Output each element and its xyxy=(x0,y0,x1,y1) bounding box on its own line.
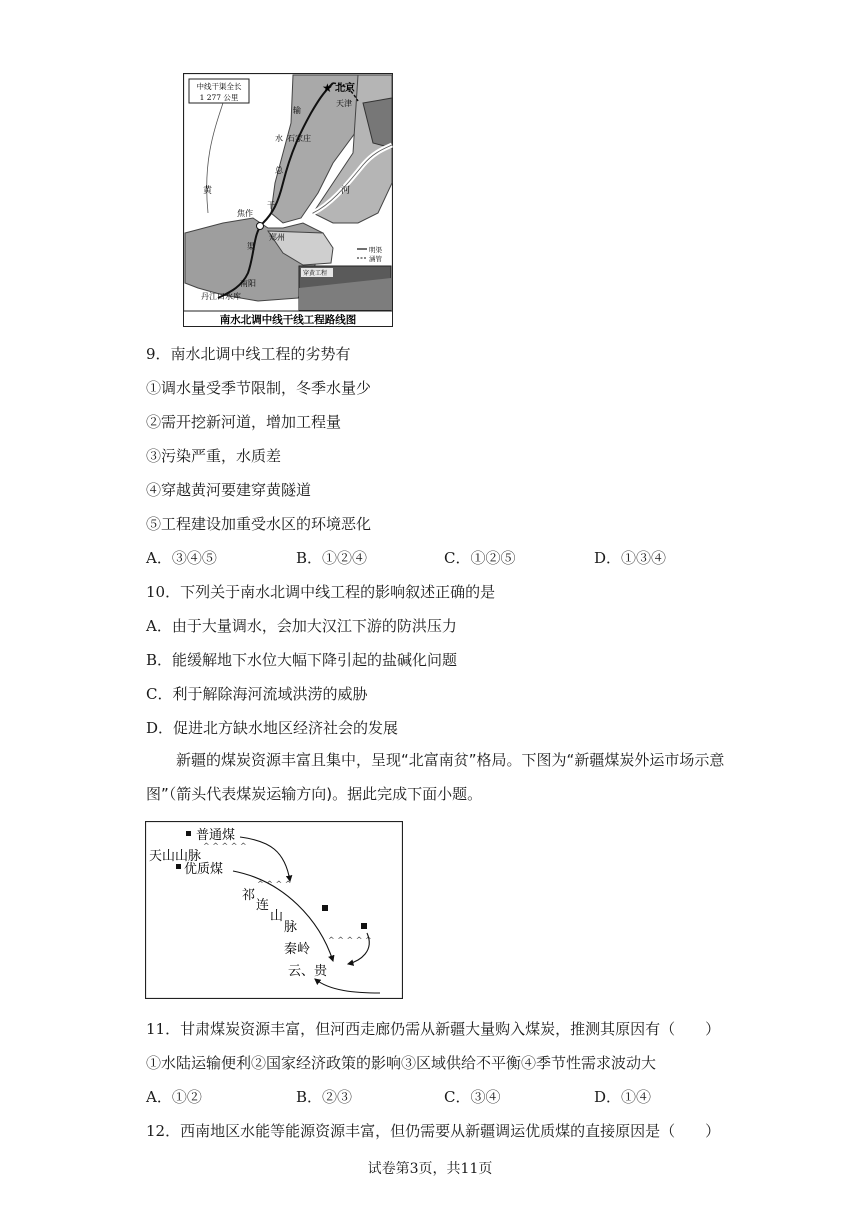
label-mai: 脉 xyxy=(284,920,298,935)
mountain-icons-2: ^ ^ ^ ^ xyxy=(257,880,292,889)
label-beijing: 北京 xyxy=(335,83,355,94)
question-9-stem: 9．南水北调中线工程的劣势有 xyxy=(146,345,351,363)
legend-culvert: 涵管 xyxy=(369,255,382,263)
q11-option-d[interactable]: D．①④ xyxy=(594,1088,652,1106)
inset-label: 穿黄工程 xyxy=(303,270,328,277)
xinjiang-coal-passage: 新疆的煤炭资源丰富且集中，呈现“北富南贫”格局。下图为“新疆煤炭外运市场示意图”（箭头代表煤炭运输方向)。据此完成下面小题。 xyxy=(146,751,725,803)
legend-open-canal: 明渠 xyxy=(369,246,382,254)
label-he: 河 xyxy=(341,186,351,196)
mountain-icons-3: ^ ^ ^ ^ ^ xyxy=(328,936,372,945)
label-shui: 水 xyxy=(275,134,283,143)
label-shijiazhuang: 石家庄 xyxy=(287,134,311,143)
q10-option-c[interactable]: C．利于解除海河流域洪涝的威胁 xyxy=(146,685,368,703)
mountain-icons-1: ^ ^ ^ ^ ^ xyxy=(203,842,247,851)
water-diversion-map-svg xyxy=(183,73,393,327)
label-zong: 总 xyxy=(275,166,283,175)
q9-item-2: ②需开挖新河道，增加工程量 xyxy=(146,413,342,431)
q9-item-5: ⑤工程建设加重受水区的环境恶化 xyxy=(146,515,372,533)
label-danjiangkou: 丹江口水库 xyxy=(201,292,241,301)
quality-coal-marker xyxy=(176,864,181,869)
q10-option-a[interactable]: A．由于大量调水，会加大汉江下游的防洪压力 xyxy=(146,617,457,635)
label-qu: 渠 xyxy=(247,242,255,251)
q11-option-b[interactable]: B．②③ xyxy=(296,1088,353,1106)
coal-marker-gansu xyxy=(322,905,328,911)
label-shan: 山 xyxy=(270,909,284,924)
label-qi: 祁 xyxy=(242,888,256,903)
beijing-star-icon: ★ xyxy=(322,81,333,95)
q9-option-b[interactable]: B．①②④ xyxy=(296,549,368,567)
jiaozuo-marker xyxy=(257,223,264,230)
label-qinling: 秦岭 xyxy=(284,942,311,957)
question-12-stem: 12．西南地区水能等能源资源丰富，但仍需要从新疆调运优质煤的直接原因是（ ） xyxy=(146,1122,721,1140)
q11-items: ①水陆运输便利②国家经济政策的影响③区域供给不平衡④季节性需求波动大 xyxy=(146,1054,657,1072)
label-nanyang: 南阳 xyxy=(240,279,256,288)
q10-option-d[interactable]: D．促进北方缺水地区经济社会的发展 xyxy=(146,719,399,737)
label-tianshan: 天山山脉 xyxy=(149,849,202,864)
ordinary-coal-marker xyxy=(186,831,191,836)
label-tianjin: 天津 xyxy=(336,99,352,108)
xinjiang-coal-transport-map xyxy=(145,821,403,999)
q11-option-c[interactable]: C．③④ xyxy=(444,1088,501,1106)
coal-transport-map-svg xyxy=(145,821,403,999)
length-box-line2: 1 277 公里 xyxy=(199,93,239,102)
label-jiaozuo: 焦作 xyxy=(237,209,253,218)
label-ordinary-coal: 普通煤 xyxy=(196,828,236,843)
south-north-water-diversion-map xyxy=(183,73,393,327)
q9-item-3: ③污染严重，水质差 xyxy=(146,447,282,465)
page-footer: 试卷第3页，共11页 xyxy=(367,1161,493,1177)
q9-item-1: ①调水量受季节限制，冬季水量少 xyxy=(146,379,372,397)
q9-option-d[interactable]: D．①③④ xyxy=(594,549,667,567)
q11-option-a[interactable]: A．①② xyxy=(146,1088,202,1106)
label-zhengzhou: 郑州 xyxy=(269,233,285,242)
q10-option-b[interactable]: B．能缓解地下水位大幅下降引起的盐碱化问题 xyxy=(146,651,458,669)
q9-item-4: ④穿越黄河要建穿黄隧道 xyxy=(146,481,312,499)
label-yungui: 云、贵 xyxy=(288,964,328,979)
label-huang: 黄 xyxy=(203,186,213,196)
label-lian: 连 xyxy=(256,898,270,913)
label-quality-coal: 优质煤 xyxy=(184,862,224,877)
label-shu: 输 xyxy=(293,106,301,115)
q9-option-a[interactable]: A．③④⑤ xyxy=(146,549,217,567)
length-box-line1: 中线干渠全长 xyxy=(196,82,242,91)
question-10-stem: 10．下列关于南水北调中线工程的影响叙述正确的是 xyxy=(146,583,496,601)
coal-marker-shaanxi xyxy=(361,923,367,929)
q9-option-c[interactable]: C．①②⑤ xyxy=(444,549,516,567)
label-gan: 干 xyxy=(267,201,275,210)
question-11-stem: 11．甘肃煤炭资源丰富，但河西走廊仍需从新疆大量购入煤炭，推测其原因有（ ） xyxy=(146,1020,721,1038)
map1-caption: 南水北调中线干线工程路线图 xyxy=(219,314,357,326)
